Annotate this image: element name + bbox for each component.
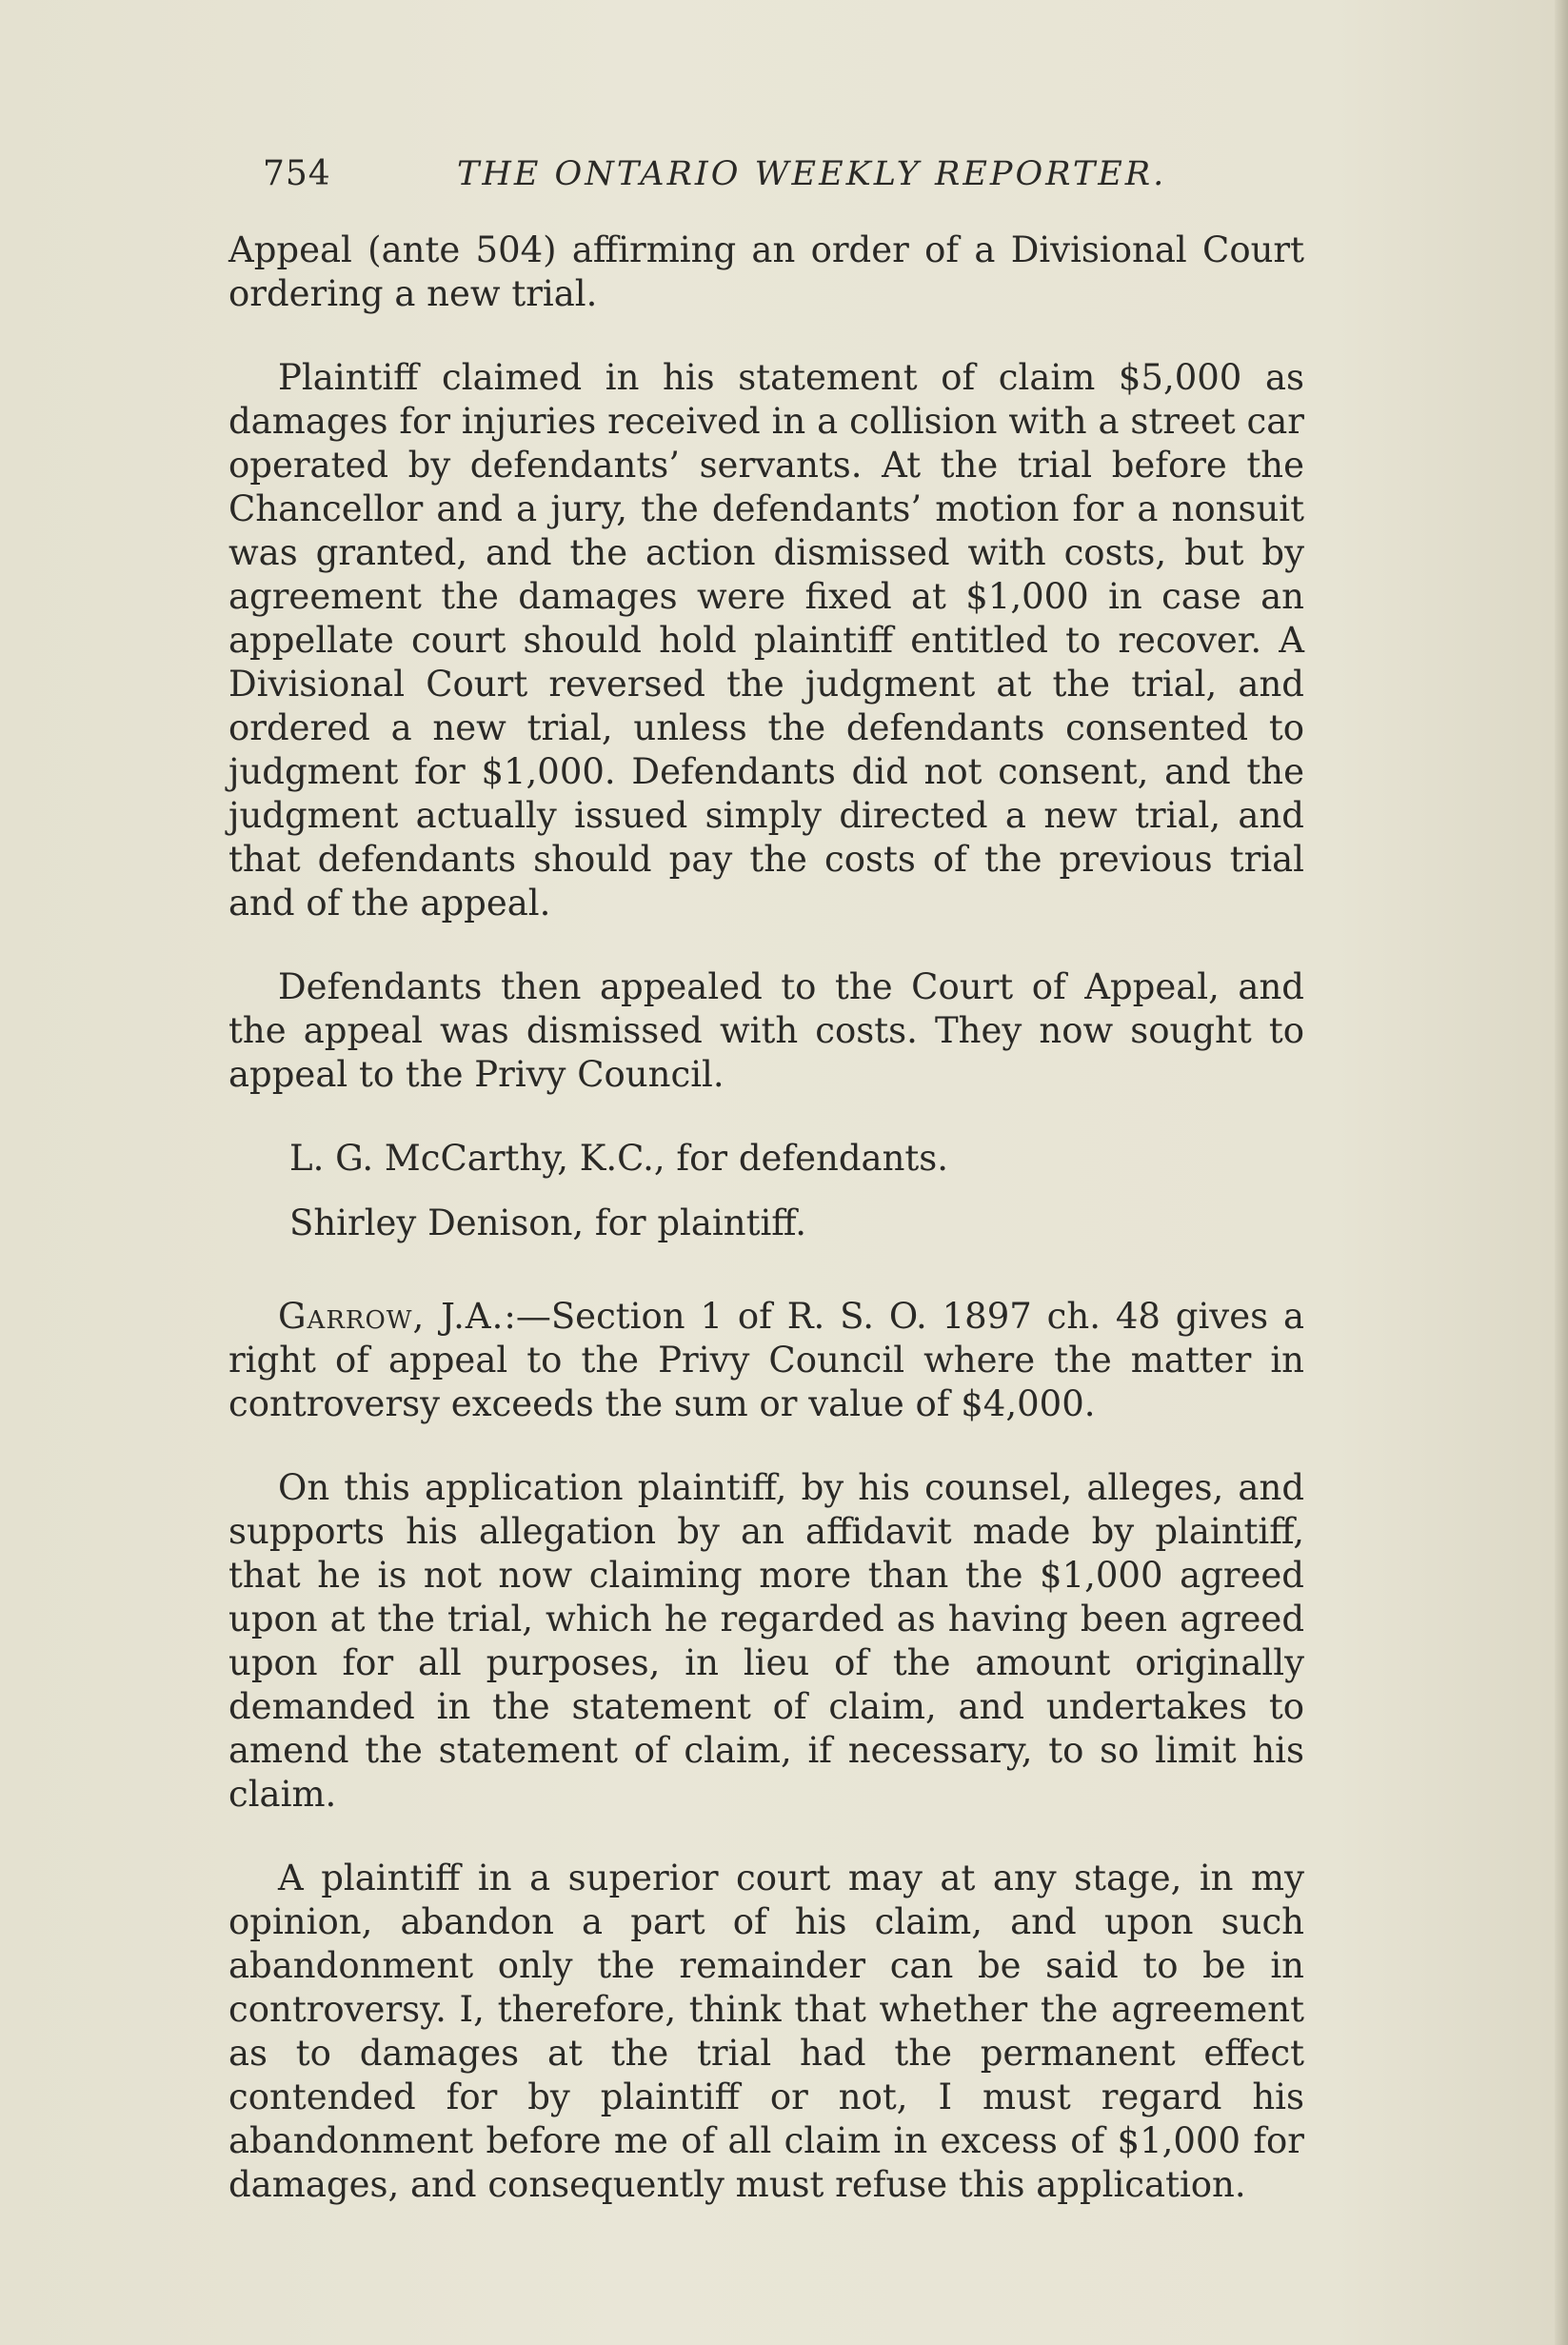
- judgment-opening-paragraph: [228, 1295, 1304, 1426]
- page-number: 754: [263, 154, 331, 193]
- procedure-paragraph: Defendants then appealed to the Court of Appeal, and the appeal was dismissed with costs. They now sought to appeal to the Privy Council.: [228, 966, 1304, 1095]
- section-gap: [228, 1266, 1304, 1295]
- decision-paragraph: A plaintiff in a superior court may at any stage, in my opinion, abandon a part of his claim, and upon such abandonment only the remainder can be said to be in controversy. I, therefore, think that whether the agreement as to damages at the trial had the permanent effect contended for by plaintiff or not, I must regard his abandonment before me of all claim in excess of $1,000 for damages, and consequently must refuse this application.: [228, 1858, 1304, 2205]
- judgment-opening-text: :—Section 1 of R. S. O. 1897 ch. 48 gives a right of appeal to the Privy Council where the matter in controversy exceeds the sum or value of $4,000.: [228, 1296, 1305, 1424]
- application-paragraph: On this application plaintiff, by his counsel, alleges, and supports his allegation by an affidavit made by plaintiff, that he is not now claiming more than the $1,000 agreed upon at the trial, which he regarded as having been agreed upon for all purposes, in lieu of the amount originally demanded in the statement of claim, and undertakes to amend the statement of claim, if necessary, to so limit his claim.: [228, 1467, 1304, 1815]
- running-head: [228, 143, 1304, 219]
- journal-title: THE ONTARIO WEEKLY REPORTER.: [457, 155, 1167, 193]
- counsel-plaintiff: Shirley Denison, for plaintiff.: [289, 1202, 807, 1243]
- case-summary-paragraph: Appeal (ante 504) affirming an order of a Divisional Court ordering a new trial.: [228, 229, 1304, 314]
- judge-name: Garrow, J.A.: [278, 1296, 505, 1337]
- counsel-defendants: L. G. McCarthy, K.C., for defendants.: [289, 1138, 949, 1179]
- page-edge: [1555, 0, 1568, 2345]
- page-content: [228, 143, 1304, 2247]
- facts-paragraph: Plaintiff claimed in his statement of claim $5,000 as damages for injuries received in a collision with a street car operated by defendants’ servants. At the trial before the Chancellor and a jury, the defendants’ motion for a nonsuit was granted, and the action dismissed with costs, but by agreement the damages were fixed at $1,000 in case an appellate court should hold plaintiff entitled to recover. A Divisional Court reversed the judgment at the trial, and ordered a new trial, unless the defendants consented to judgment for $1,000. Defendants did not consent, and the judgment actually issued simply directed a new trial, and that defendants should pay the costs of the previous trial and of the appeal.: [228, 357, 1304, 924]
